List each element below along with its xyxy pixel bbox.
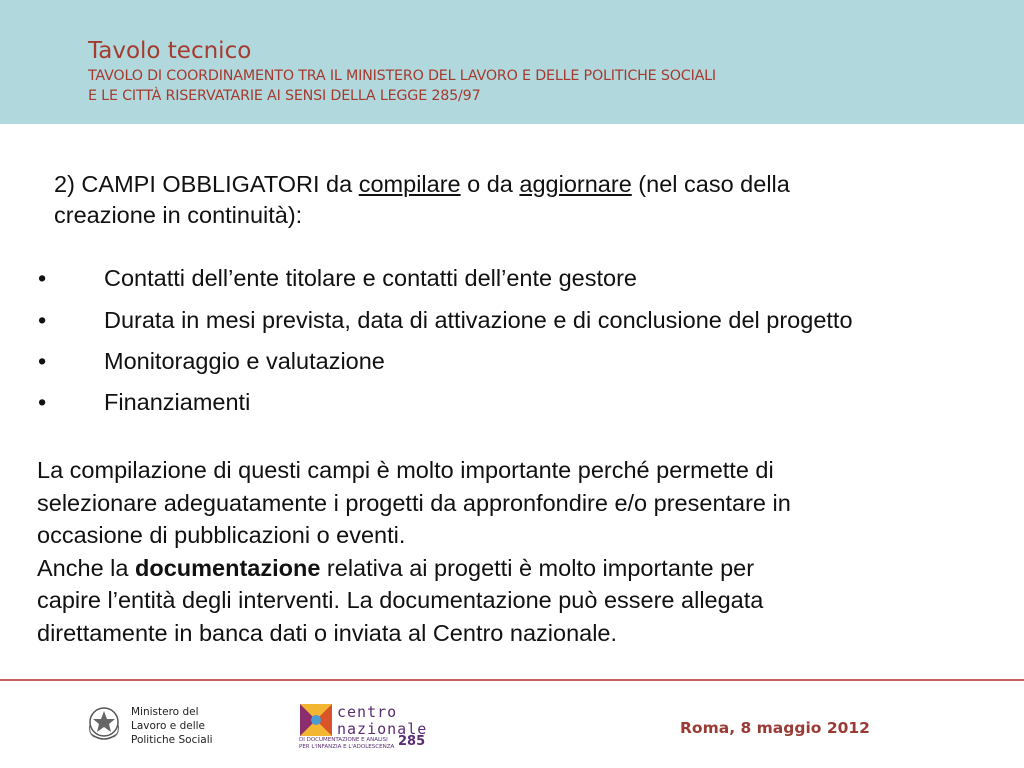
compilare-underlined: compilare (358, 171, 461, 197)
bullet-item: Durata in mesi prevista, data di attivazione e di conclusione del progetto (104, 307, 853, 333)
centro-line: centro (337, 703, 398, 721)
header-banner (0, 0, 1024, 124)
centro-nazionale-logo-icon (300, 704, 332, 736)
bullet-marker: • (38, 265, 47, 291)
para-line: La compilazione di questi campi è molto importante perché permette di (37, 457, 774, 483)
documentazione-bold: documentazione (134, 554, 321, 581)
intro-text (54, 169, 790, 231)
footer-divider (0, 679, 1024, 681)
intro-part-2: o da (460, 171, 520, 197)
ministry-line: Politiche Sociali (131, 734, 213, 746)
footer-date: Roma, 8 maggio 2012 (680, 719, 870, 737)
subtitle-line-1: TAVOLO DI COORDINAMENTO TRA IL MINISTERO DEL LAVORO E DELLE POLITICHE SOCIALI (88, 68, 716, 84)
centro-line: nazionale (337, 720, 428, 738)
bullet-item: Finanziamenti (104, 389, 251, 415)
intro-line-2: creazione in continuità): (54, 202, 303, 228)
ministry-line: Lavoro e delle (131, 720, 205, 732)
centro-number-285: 285 (398, 734, 426, 749)
para-line: Anche la (37, 554, 135, 581)
bullet-marker: • (38, 389, 47, 415)
page-title: Tavolo tecnico (88, 38, 252, 64)
bullet-marker: • (38, 307, 47, 333)
centro-small-text (299, 737, 394, 751)
subtitle-line-2: E LE CITTÀ RISERVATARIE AI SENSI DELLA LEGGE 285/97 (88, 88, 481, 104)
aggiornare-underlined: aggiornare (519, 171, 632, 197)
bullet-marker: • (38, 348, 47, 374)
centro-nazionale-wordmark (337, 704, 427, 738)
para-line: capire l’entità degli interventi. La documentazione può essere allegata (37, 587, 764, 613)
para-line: relativa ai progetti è molto importante per (320, 554, 755, 581)
para-line: selezionare adeguatamente i progetti da appronfondire e/o presentare in (37, 489, 791, 516)
intro-part-1: 2) CAMPI OBBLIGATORI da (54, 171, 359, 197)
centro-small-line: PER L'INFANZIA E L'ADOLESCENZA (299, 744, 395, 750)
bullet-item: Contatti dell’ente titolare e contatti dell’ente gestore (104, 265, 637, 291)
para-line: occasione di pubblicazioni o eventi. (37, 522, 406, 548)
intro-part-3: (nel caso della (631, 171, 790, 197)
bullet-item: Monitoraggio e valutazione (104, 348, 385, 374)
centro-small-line: DI DOCUMENTAZIONE E ANALISI (299, 737, 388, 743)
body-paragraph (37, 454, 791, 649)
ministry-logo-text (131, 705, 213, 747)
italian-republic-emblem-icon (86, 704, 122, 744)
ministry-line: Ministero del (131, 706, 199, 718)
para-line: direttamente in banca dati o inviata al Centro nazionale. (37, 619, 618, 646)
